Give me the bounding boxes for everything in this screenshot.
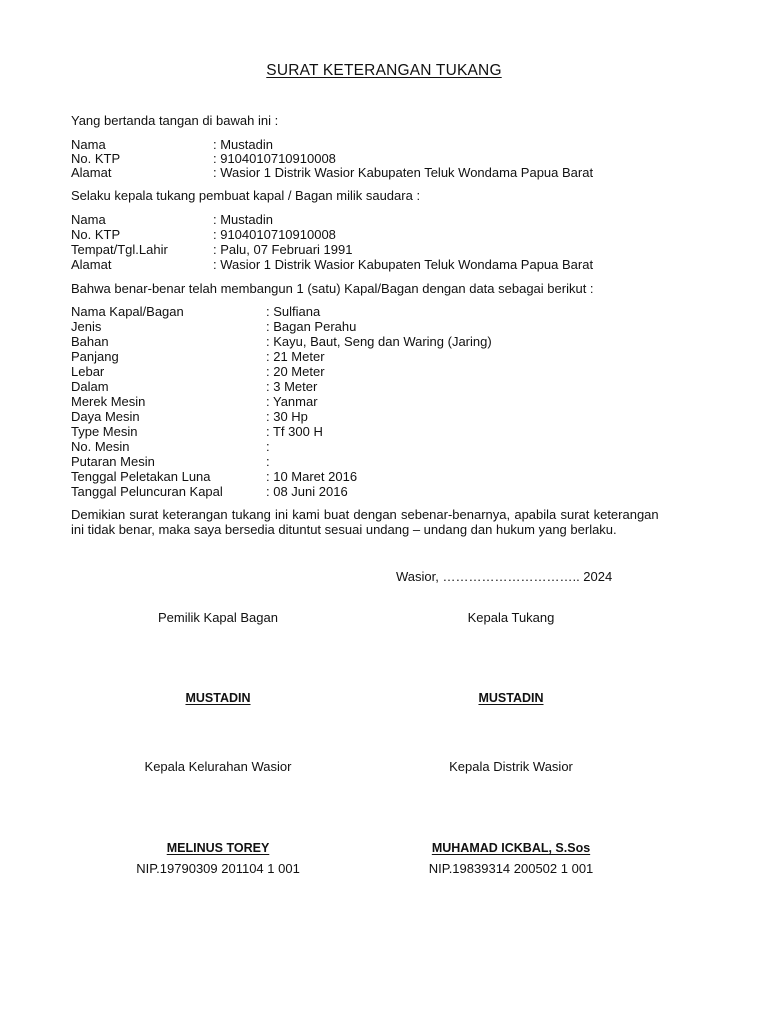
- foreman-signatory-name: MUSTADIN: [478, 691, 544, 705]
- vessel-label: Daya Mesin: [71, 409, 140, 424]
- vessel-value: : Tf 300 H: [266, 424, 323, 439]
- vessel-value: : Bagan Perahu: [266, 319, 357, 334]
- document-title: [0, 62, 768, 80]
- vessel-value: : Yanmar: [266, 394, 318, 409]
- signer-label: Alamat: [71, 165, 112, 180]
- vessel-label: Panjang: [71, 349, 119, 364]
- signer-value: : 9104010710910008: [213, 151, 336, 166]
- vessel-label: Dalam: [71, 379, 109, 394]
- vessel-value: : Sulfiana: [266, 304, 321, 319]
- place-date: Wasior, ………………………….. 2024: [396, 569, 613, 584]
- district-head-role-title: Kepala Distrik Wasior: [449, 759, 573, 774]
- intro-statement: Yang bertanda tangan di bawah ini :: [71, 113, 279, 128]
- district-head-signatory-name: MUHAMAD ICKBAL, S.Sos: [431, 841, 591, 855]
- foreman-role-title: Kepala Tukang: [467, 610, 555, 625]
- signer-value: : Mustadin: [213, 137, 273, 152]
- closing-paragraph-line-2: ini tidak benar, maka saya bersedia dituntut sesuai undang – undang dan hukum yang berlaku.: [71, 522, 617, 537]
- vessel-label: Tenggal Peletakan Luna: [71, 469, 211, 484]
- signer-label: Nama: [71, 137, 106, 152]
- document-title-text: SURAT KETERANGAN TUKANG: [266, 62, 502, 79]
- owner-label: Nama: [71, 212, 106, 227]
- vessel-label: Jenis: [71, 319, 102, 334]
- village-head-signatory-name: MELINUS TOREY: [166, 841, 270, 855]
- role-statement: Selaku kepala tukang pembuat kapal / Bagan milik saudara :: [71, 188, 421, 203]
- vessel-label: Nama Kapal/Bagan: [71, 304, 184, 319]
- owner-value: : Mustadin: [213, 212, 273, 227]
- district-head-nip: NIP.19839314 200502 1 001: [428, 861, 594, 876]
- owner-signatory-name: MUSTADIN: [185, 691, 251, 705]
- vessel-label: Tanggal Peluncuran Kapal: [71, 484, 223, 499]
- village-head-nip: NIP.19790309 201104 1 001: [136, 861, 300, 876]
- vessel-value: :: [266, 439, 270, 454]
- owner-label: No. KTP: [71, 227, 121, 242]
- vessel-value: : 3 Meter: [266, 379, 318, 394]
- closing-paragraph-line-1: Demikian surat keterangan tukang ini kami buat dengan sebenar-benarnya, apabila surat keterangan: [71, 507, 659, 522]
- vessel-label: Lebar: [71, 364, 105, 379]
- owner-label: Tempat/Tgl.Lahir: [71, 242, 168, 257]
- build-statement: Bahwa benar-benar telah membangun 1 (satu) Kapal/Bagan dengan data sebagai berikut :: [71, 281, 594, 296]
- vessel-label: Merek Mesin: [71, 394, 146, 409]
- owner-label: Alamat: [71, 257, 112, 272]
- vessel-value: : 20 Meter: [266, 364, 325, 379]
- owner-value: : Palu, 07 Februari 1991: [213, 242, 353, 257]
- vessel-value: : 21 Meter: [266, 349, 325, 364]
- vessel-value: : 08 Juni 2016: [266, 484, 348, 499]
- vessel-label: Putaran Mesin: [71, 454, 155, 469]
- signer-value: : Wasior 1 Distrik Wasior Kabupaten Teluk Wondama Papua Barat: [213, 165, 594, 180]
- vessel-value: :: [266, 454, 270, 469]
- owner-value: : Wasior 1 Distrik Wasior Kabupaten Teluk Wondama Papua Barat: [213, 257, 594, 272]
- vessel-label: Type Mesin: [71, 424, 138, 439]
- vessel-value: : 30 Hp: [266, 409, 308, 424]
- vessel-value: : Kayu, Baut, Seng dan Waring (Jaring): [266, 334, 492, 349]
- village-head-role-title: Kepala Kelurahan Wasior: [144, 759, 292, 774]
- signer-label: No. KTP: [71, 151, 121, 166]
- vessel-label: No. Mesin: [71, 439, 130, 454]
- vessel-value: : 10 Maret 2016: [266, 469, 358, 484]
- owner-role-title: Pemilik Kapal Bagan: [158, 610, 278, 625]
- owner-value: : 9104010710910008: [213, 227, 336, 242]
- vessel-label: Bahan: [71, 334, 109, 349]
